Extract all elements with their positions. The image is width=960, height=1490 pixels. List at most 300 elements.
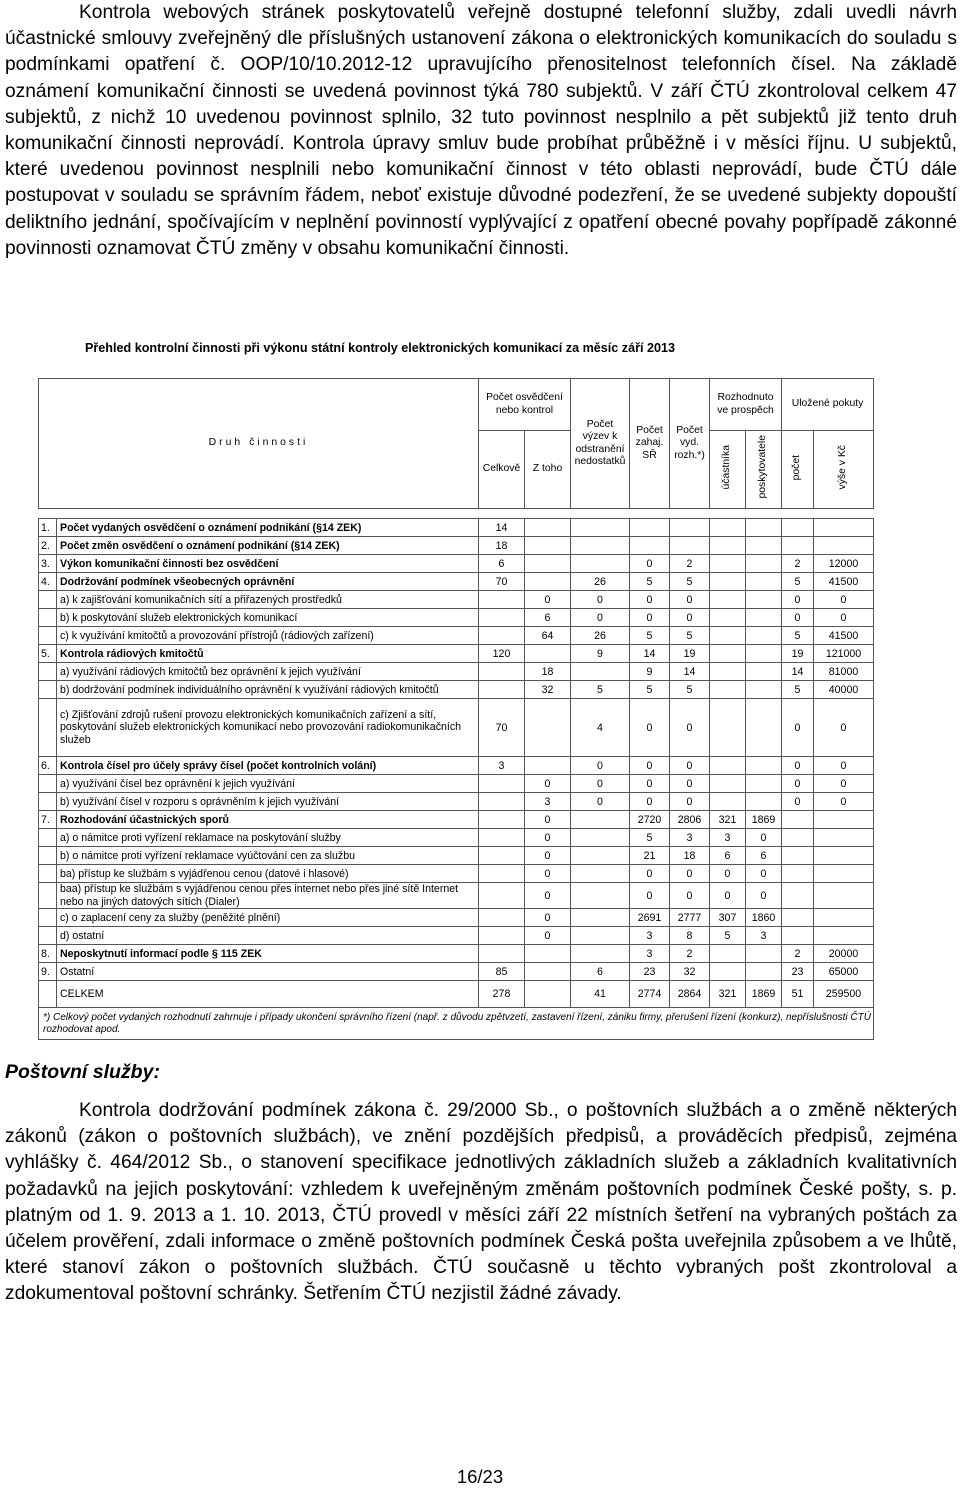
table-cell: 0 xyxy=(782,757,814,775)
table-cell xyxy=(479,775,525,793)
table-cell: 5 xyxy=(630,573,670,591)
table-cell: 0 xyxy=(571,793,630,811)
table-cell: 121000 xyxy=(814,645,874,663)
header-pocet: počet xyxy=(782,431,814,509)
row-label: ba) přístup ke službám s vyjádřenou cenou (datové i hlasové) xyxy=(57,865,479,883)
header-poskytovatele: poskytovatele xyxy=(746,431,782,509)
table-cell xyxy=(746,775,782,793)
table-cell xyxy=(782,519,814,537)
table-cell xyxy=(746,537,782,555)
table-cell xyxy=(571,847,630,865)
table-cell: 321 xyxy=(710,811,746,829)
table-cell: 2 xyxy=(782,945,814,963)
row-index xyxy=(39,883,57,909)
table-cell: 0 xyxy=(782,609,814,627)
table-cell: 3 xyxy=(670,829,710,847)
table-row xyxy=(39,829,874,847)
table-cell: 2720 xyxy=(630,811,670,829)
table-cell: 21 xyxy=(630,847,670,865)
table-cell xyxy=(782,537,814,555)
table-cell: 259500 xyxy=(814,981,874,1008)
row-label: a) k zajišťování komunikačních sítí a přiřazených prostředků xyxy=(57,591,479,609)
header-rozhodnuto-group: Rozhodnuto ve prospěch xyxy=(710,379,782,431)
table-cell xyxy=(746,793,782,811)
table-cell xyxy=(571,883,630,909)
table-cell: 0 xyxy=(670,883,710,909)
table-cell xyxy=(525,519,571,537)
table-cell xyxy=(479,609,525,627)
table-cell xyxy=(710,537,746,555)
table-row xyxy=(39,883,874,909)
row-index xyxy=(39,981,57,1008)
row-label: a) využívání rádiových kmitočtů bez oprávnění k jejich využívání xyxy=(57,663,479,681)
table-cell: 0 xyxy=(630,591,670,609)
table-cell xyxy=(814,847,874,865)
table-cell: 32 xyxy=(670,963,710,981)
table-row xyxy=(39,699,874,757)
table-cell: 5 xyxy=(630,681,670,699)
table-cell: 18 xyxy=(670,847,710,865)
header-vyse: výše v Kč xyxy=(814,431,874,509)
table-cell xyxy=(710,555,746,573)
table-cell: 64 xyxy=(525,627,571,645)
table-cell xyxy=(710,963,746,981)
row-index: 2. xyxy=(39,537,57,555)
table-cell xyxy=(710,609,746,627)
table-cell: 18 xyxy=(525,663,571,681)
table-cell: 0 xyxy=(525,909,571,927)
table-cell: 0 xyxy=(630,775,670,793)
table-cell: 0 xyxy=(782,699,814,757)
control-activity-table xyxy=(38,378,874,1040)
table-cell: 14 xyxy=(479,519,525,537)
table-cell xyxy=(525,573,571,591)
table-cell xyxy=(710,591,746,609)
table-cell xyxy=(814,865,874,883)
table-cell: 0 xyxy=(525,883,571,909)
table-cell xyxy=(814,909,874,927)
table-cell: 23 xyxy=(782,963,814,981)
table-cell xyxy=(710,519,746,537)
table-row xyxy=(39,945,874,963)
table-cell: 0 xyxy=(525,811,571,829)
table-cell: 0 xyxy=(630,699,670,757)
page-number: 16/23 xyxy=(456,1466,504,1487)
table-cell: 0 xyxy=(571,609,630,627)
row-index xyxy=(39,609,57,627)
table-cell xyxy=(479,681,525,699)
table-row xyxy=(39,865,874,883)
table-cell xyxy=(746,573,782,591)
header-zahaj: Počet zahaj. SŘ xyxy=(630,379,670,509)
table-row xyxy=(39,757,874,775)
table-cell xyxy=(479,865,525,883)
table-cell xyxy=(782,829,814,847)
table-cell: 18 xyxy=(479,537,525,555)
table-row xyxy=(39,663,874,681)
table-cell xyxy=(746,519,782,537)
table-cell: 1860 xyxy=(746,909,782,927)
table-row xyxy=(39,591,874,609)
table-cell: 321 xyxy=(710,981,746,1008)
table-row xyxy=(39,847,874,865)
table-cell xyxy=(630,519,670,537)
table-cell: 2777 xyxy=(670,909,710,927)
row-label: c) Zjišťování zdrojů rušení provozu elektronických komunikačních zařízení a sítí, poskytování služeb elektronických komunikací nebo provozování radiokomunikačních služeb xyxy=(57,699,479,757)
table-row xyxy=(39,775,874,793)
table-row xyxy=(39,927,874,945)
row-label: b) k poskytování služeb elektronických komunikací xyxy=(57,609,479,627)
table-cell: 0 xyxy=(670,775,710,793)
table-cell: 14 xyxy=(782,663,814,681)
table-cell: 0 xyxy=(670,609,710,627)
table-cell: 5 xyxy=(670,627,710,645)
table-cell: 0 xyxy=(782,775,814,793)
table-cell: 5 xyxy=(571,681,630,699)
table-cell: 0 xyxy=(670,591,710,609)
table-cell xyxy=(479,883,525,909)
table-cell xyxy=(571,519,630,537)
header-z-toho: Z toho xyxy=(525,431,571,509)
row-index: 9. xyxy=(39,963,57,981)
row-label: b) o námitce proti vyřízení reklamace vyúčtování cen za službu xyxy=(57,847,479,865)
row-index: 4. xyxy=(39,573,57,591)
header-pokuty-group: Uložené pokuty xyxy=(782,379,874,431)
table-cell: 14 xyxy=(670,663,710,681)
table-cell xyxy=(814,519,874,537)
table-cell: 2691 xyxy=(630,909,670,927)
table-cell: 0 xyxy=(746,883,782,909)
table-cell: 3 xyxy=(630,927,670,945)
table-cell: 9 xyxy=(630,663,670,681)
table-cell xyxy=(746,645,782,663)
table-cell: 32 xyxy=(525,681,571,699)
table-cell: 0 xyxy=(814,757,874,775)
row-index xyxy=(39,829,57,847)
table-cell: 0 xyxy=(710,883,746,909)
table-cell xyxy=(814,537,874,555)
row-index: 5. xyxy=(39,645,57,663)
table-cell: 41 xyxy=(571,981,630,1008)
table-cell xyxy=(814,883,874,909)
table-cell: 9 xyxy=(571,645,630,663)
table-cell: 0 xyxy=(571,591,630,609)
row-index xyxy=(39,775,57,793)
table-cell: 0 xyxy=(670,757,710,775)
table-cell xyxy=(479,927,525,945)
table-cell: 65000 xyxy=(814,963,874,981)
table-cell xyxy=(710,645,746,663)
table-cell: 19 xyxy=(782,645,814,663)
table-cell: 3 xyxy=(746,927,782,945)
table-row xyxy=(39,981,874,1008)
table-cell xyxy=(571,909,630,927)
table-cell xyxy=(746,681,782,699)
table-cell xyxy=(571,865,630,883)
table-cell: 1869 xyxy=(746,811,782,829)
table-cell xyxy=(571,555,630,573)
table-cell xyxy=(710,681,746,699)
table-cell xyxy=(814,927,874,945)
table-row xyxy=(39,609,874,627)
table-cell xyxy=(782,909,814,927)
table-cell xyxy=(746,699,782,757)
table-cell xyxy=(710,757,746,775)
table-cell xyxy=(571,663,630,681)
table-cell xyxy=(525,757,571,775)
table-cell: 6 xyxy=(525,609,571,627)
table-cell: 0 xyxy=(525,775,571,793)
row-label: c) o zaplacení ceny za služby (peněžité plnění) xyxy=(57,909,479,927)
table-cell: 5 xyxy=(630,829,670,847)
table-footnote: *) Celkový počet vydaných rozhodnutí zahrnuje i případy ukončení správního řízení (např. z důvodu zpětvzetí, zastavení řízení, zániku firmy, přerušení řízení (konkurz), nepříslušnosti ČTÚ rozhodovat apod. xyxy=(39,1008,874,1040)
table-cell: 0 xyxy=(630,609,670,627)
header-celkove: Celkově xyxy=(479,431,525,509)
header-ucastnika: účastníka xyxy=(710,431,746,509)
table-cell: 307 xyxy=(710,909,746,927)
table-cell: 5 xyxy=(782,627,814,645)
postal-heading: Poštovní služby: xyxy=(5,1061,160,1083)
table-cell xyxy=(710,573,746,591)
table-cell: 0 xyxy=(571,775,630,793)
table-cell: 3 xyxy=(710,829,746,847)
table-cell xyxy=(710,699,746,757)
row-index xyxy=(39,699,57,757)
table-cell xyxy=(479,793,525,811)
row-index xyxy=(39,927,57,945)
table-cell xyxy=(525,555,571,573)
table-row xyxy=(39,627,874,645)
table-cell: 2806 xyxy=(670,811,710,829)
row-label: Dodržování podmínek všeobecných oprávnění xyxy=(57,573,479,591)
postal-paragraph: Kontrola dodržování podmínek zákona č. 29/2000 Sb., o poštovních službách a o změně některých zákonů (zákon o poštovních službách), ve znění pozdějších předpisů, a prováděcích předpisů, zejména vyhlášky č. 464/2012 Sb., o stanovení specifikace jednotlivých základních služeb a základních kvalitativních požadavků na jejich poskytování: vzhledem k uveřejněným změnám poštovních podmínek České pošty, s. p. platným od 1. 9. 2013 a 1. 10. 2013, ČTÚ provedl v měsíci září 22 místních šetření na vybraných poštách za účelem prověření, zdali informace o změně poštovních podmínek Česká pošta uveřejnila způsobem a ve lhůtě, které stanoví zákon o poštovních službách. ČTÚ současně u těchto vybraných pošt zkontroloval a zdokumentoval poštovní schránky. Šetřením ČTÚ nezjistil žádné závady. xyxy=(5,1100,957,1305)
table-row xyxy=(39,519,874,537)
row-index xyxy=(39,793,57,811)
row-label: Počet vydaných osvědčení o oznámení podnikání (§14 ZEK) xyxy=(57,519,479,537)
table-row xyxy=(39,537,874,555)
table-cell: 3 xyxy=(630,945,670,963)
table-cell: 0 xyxy=(670,793,710,811)
table-cell: 0 xyxy=(814,591,874,609)
table-cell xyxy=(479,945,525,963)
row-label: Počet změn osvědčení o oznámení podnikání (§14 ZEK) xyxy=(57,537,479,555)
row-label: Neposkytnutí informací podle § 115 ZEK xyxy=(57,945,479,963)
row-label: Rozhodování účastnických sporů xyxy=(57,811,479,829)
table-cell: 0 xyxy=(746,865,782,883)
row-index xyxy=(39,627,57,645)
table-cell xyxy=(710,627,746,645)
table-cell: 0 xyxy=(571,757,630,775)
table-cell: 70 xyxy=(479,573,525,591)
table-cell: 2 xyxy=(670,945,710,963)
table-cell: 26 xyxy=(571,627,630,645)
table-cell xyxy=(746,609,782,627)
table-cell: 0 xyxy=(630,793,670,811)
row-label: Kontrola rádiových kmitočtů xyxy=(57,645,479,663)
table-cell: 0 xyxy=(630,555,670,573)
table-cell: 6 xyxy=(710,847,746,865)
table-cell: 2864 xyxy=(670,981,710,1008)
table-cell: 0 xyxy=(782,793,814,811)
table-cell xyxy=(746,627,782,645)
table-cell: 0 xyxy=(525,829,571,847)
table-cell: 0 xyxy=(814,775,874,793)
table-cell: 5 xyxy=(710,927,746,945)
row-index: 3. xyxy=(39,555,57,573)
table-cell: 0 xyxy=(525,847,571,865)
table-cell xyxy=(710,663,746,681)
row-index: 8. xyxy=(39,945,57,963)
table-cell xyxy=(525,645,571,663)
table-cell: 1869 xyxy=(746,981,782,1008)
table-cell xyxy=(571,829,630,847)
table-cell: 81000 xyxy=(814,663,874,681)
table-cell: 20000 xyxy=(814,945,874,963)
table-cell: 0 xyxy=(814,793,874,811)
table-cell: 5 xyxy=(630,627,670,645)
table-cell: 6 xyxy=(746,847,782,865)
table-cell xyxy=(525,699,571,757)
table-cell: 0 xyxy=(525,591,571,609)
row-index: 7. xyxy=(39,811,57,829)
row-index xyxy=(39,681,57,699)
table-cell xyxy=(571,927,630,945)
table-row xyxy=(39,811,874,829)
table-cell xyxy=(479,663,525,681)
table-cell xyxy=(479,627,525,645)
table-cell: 0 xyxy=(670,865,710,883)
table-row xyxy=(39,555,874,573)
table-cell: 0 xyxy=(525,865,571,883)
row-label: b) využívání čísel v rozporu s oprávněním k jejich využívání xyxy=(57,793,479,811)
row-label: b) dodržování podmínek individuálního oprávnění k využívání rádiových kmitočtů xyxy=(57,681,479,699)
table-cell xyxy=(525,945,571,963)
table-cell xyxy=(525,981,571,1008)
row-label: c) k využívání kmitočtů a provozování přístrojů (rádiových zařízení) xyxy=(57,627,479,645)
table-cell xyxy=(782,865,814,883)
table-cell: 3 xyxy=(525,793,571,811)
row-index xyxy=(39,591,57,609)
table-cell: 0 xyxy=(630,883,670,909)
table-row xyxy=(39,645,874,663)
table-cell xyxy=(479,591,525,609)
table-row xyxy=(39,963,874,981)
table-cell: 2 xyxy=(670,555,710,573)
table-cell xyxy=(525,537,571,555)
table-cell xyxy=(782,927,814,945)
row-label: a) využívání čísel bez oprávnění k jejich využívání xyxy=(57,775,479,793)
row-label: Výkon komunikační činnosti bez osvědčení xyxy=(57,555,479,573)
table-cell: 23 xyxy=(630,963,670,981)
table-cell xyxy=(710,775,746,793)
table-cell: 41500 xyxy=(814,573,874,591)
header-druh: Druh činnosti xyxy=(39,379,479,509)
table-cell xyxy=(782,811,814,829)
table-cell xyxy=(571,537,630,555)
table-cell: 6 xyxy=(479,555,525,573)
table-cell: 0 xyxy=(630,757,670,775)
table-cell xyxy=(479,829,525,847)
table-cell: 0 xyxy=(630,865,670,883)
table-row xyxy=(39,681,874,699)
table-cell: 12000 xyxy=(814,555,874,573)
row-label: a) o námitce proti vyřízení reklamace na poskytování služby xyxy=(57,829,479,847)
row-label: Kontrola čísel pro účely správy čísel (počet kontrolních volání) xyxy=(57,757,479,775)
row-index xyxy=(39,909,57,927)
table-cell: 4 xyxy=(571,699,630,757)
table-cell: 0 xyxy=(814,699,874,757)
table-cell xyxy=(525,963,571,981)
table-cell xyxy=(746,663,782,681)
intro-paragraph: Kontrola webových stránek poskytovatelů veřejně dostupné telefonní služby, zdali uvedli návrh účastnické smlouvy zveřejněný dle příslušných ustanovení zákona o elektronických komunikacích do souladu s podmínkami opatření č. OOP/10/10.2012-12 upravujícího přenositelnost telefonních čísel. Na základě oznámení komunikační činnosti se uvedená povinnost týká 780 subjektů. V září ČTÚ zkontroloval celkem 47 subjektů, z nichž 10 uvedenou povinnost splnilo, 32 tuto povinnost nesplnilo a pět subjektů již tento druh komunikační činnosti neprovádí. Kontrola úpravy smluv bude probíhat průběžně i v měsíci říjnu. U subjektů, které uvedenou povinnost nesplnili nebo komunikační činnost v této oblasti neprovádí, bude ČTÚ dále postupovat v souladu se správním řádem, neboť existuje důvodné podezření, že se uvedené subjekty dopouští deliktního jednání, spočívajícím v neplnění povinností vyplývající z opatření obecné povahy popřípadě zákonné povinnosti oznamovat ČTÚ změny v obsahu komunikační činnosti. xyxy=(5,2,957,259)
row-index: 6. xyxy=(39,757,57,775)
table-cell xyxy=(571,945,630,963)
table-cell: 3 xyxy=(479,757,525,775)
table-cell xyxy=(479,811,525,829)
table-cell xyxy=(746,757,782,775)
header-osvedceni-group: Počet osvědčení nebo kontrol xyxy=(479,379,571,431)
table-cell: 0 xyxy=(710,865,746,883)
table-cell xyxy=(782,883,814,909)
table-cell: 8 xyxy=(670,927,710,945)
table-title: Přehled kontrolní činnosti při výkonu státní kontroly elektronických komunikací za měsíc září 2013 xyxy=(85,341,675,355)
table-cell xyxy=(571,811,630,829)
table-cell xyxy=(746,591,782,609)
table-cell: 70 xyxy=(479,699,525,757)
row-index xyxy=(39,663,57,681)
table-cell xyxy=(479,847,525,865)
table-cell: 85 xyxy=(479,963,525,981)
table-cell: 0 xyxy=(746,829,782,847)
table-cell xyxy=(746,945,782,963)
header-vyd: Počet vyd. rozh.*) xyxy=(670,379,710,509)
table-row xyxy=(39,793,874,811)
row-index xyxy=(39,847,57,865)
table-cell xyxy=(782,847,814,865)
table-cell: 0 xyxy=(525,927,571,945)
table-cell: 5 xyxy=(670,573,710,591)
table-cell: 26 xyxy=(571,573,630,591)
header-vyzev: Počet výzev k odstranění nedostatků xyxy=(571,379,630,509)
table-cell xyxy=(670,537,710,555)
table-cell: 5 xyxy=(782,681,814,699)
row-index: 1. xyxy=(39,519,57,537)
table-cell: 14 xyxy=(630,645,670,663)
table-cell xyxy=(479,909,525,927)
table-cell: 120 xyxy=(479,645,525,663)
row-label: d) ostatní xyxy=(57,927,479,945)
table-cell xyxy=(670,519,710,537)
table-cell: 2774 xyxy=(630,981,670,1008)
table-cell: 5 xyxy=(670,681,710,699)
table-cell: 0 xyxy=(814,609,874,627)
row-label: Ostatní xyxy=(57,963,479,981)
table-cell xyxy=(710,793,746,811)
table-cell: 0 xyxy=(670,699,710,757)
table-cell xyxy=(746,555,782,573)
table-cell: 41500 xyxy=(814,627,874,645)
table-cell xyxy=(710,945,746,963)
row-label: CELKEM xyxy=(57,981,479,1008)
table-cell: 0 xyxy=(782,591,814,609)
table-cell: 40000 xyxy=(814,681,874,699)
table-cell: 278 xyxy=(479,981,525,1008)
table-cell xyxy=(814,829,874,847)
table-cell: 51 xyxy=(782,981,814,1008)
table-cell: 5 xyxy=(782,573,814,591)
row-label: baa) přístup ke službám s vyjádřenou cenou přes internet nebo přes jiné sítě Internet nebo na jiných datových sítích (Dialer) xyxy=(57,883,479,909)
table-cell: 2 xyxy=(782,555,814,573)
